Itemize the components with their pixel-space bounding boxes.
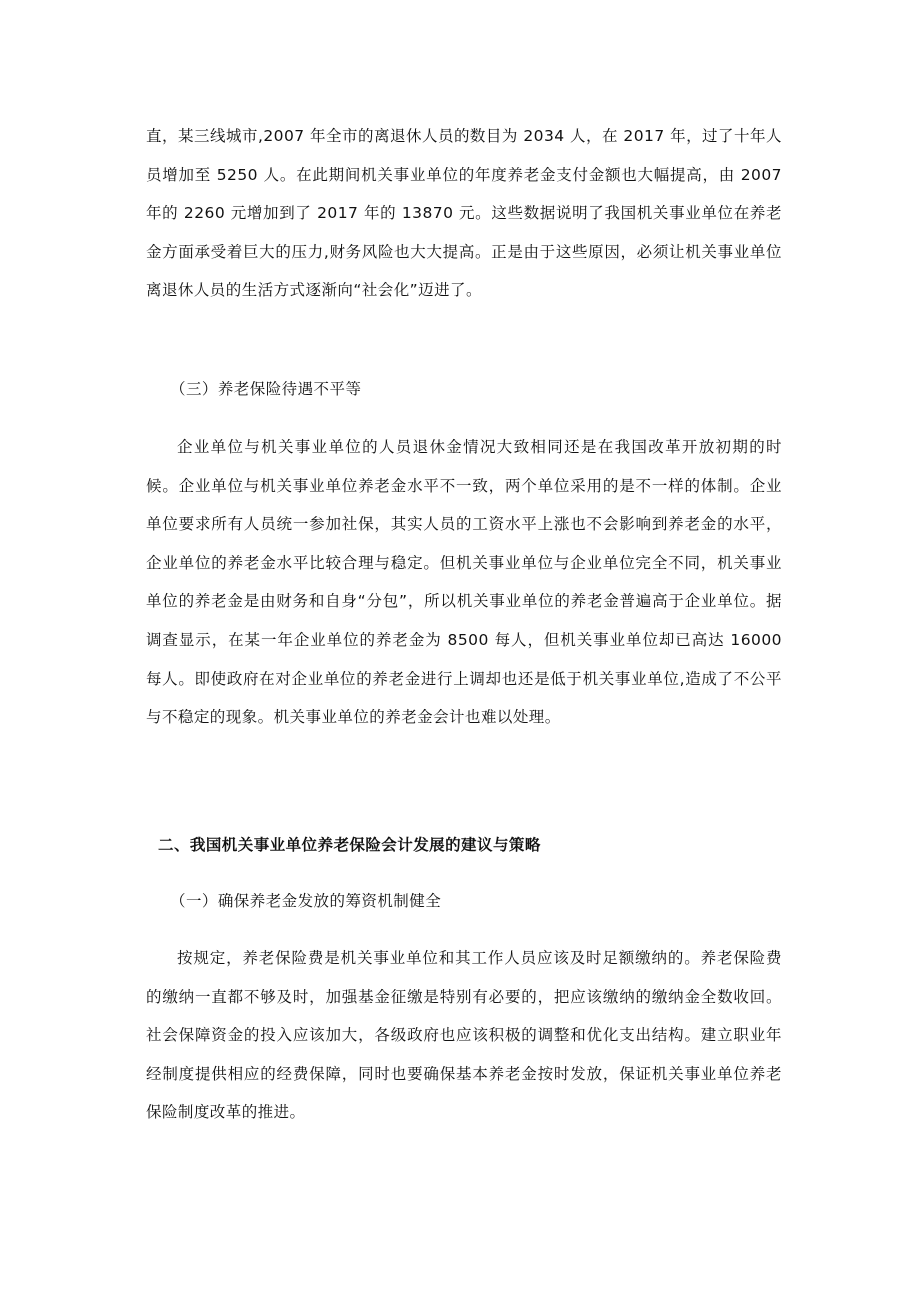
paragraph-pension-comparison: 企业单位与机关事业单位的人员退休金情况大致相同还是在我国改革开放初期的时候。企业单位与机关事业单位养老金水平不一致，两个单位采用的是不一样的体制。企业单位要求所有人员统一参加社保，其实人员的工资水平上涨也不会影响到养老金的水平，企业单位的养老金水平比较合理与稳定。但机关事业单位与企业单位完全不同，机关事业单位的养老金是由财务和自身“分包”，所以机关事业单位的养老金普遍高于企业单位。据调查显示，在某一年企业单位的养老金为 8500 每人，但机关事业单位却已高达 16000 每人。即使政府在对企业单位的养老金进行上调却也还是低于机关事业单位,造成了不公平与不稳定的现象。机关事业单位的养老金会计也难以处理。 xyxy=(146,438,782,727)
paragraph-retiree-statistics: 直，某三线城市,2007 年全市的离退休人员的数目为 2034 人，在 2017 年，过了十年人员增加至 5250 人。在此期间机关事业单位的年度养老金支付金额也大幅提高，由 2007 年的 2260 元增加到了 2017 年的 13870 元。这些数据说明了我国机关事业单位在养老金方面承受着巨大的压力,财务风险也大大提高。正是由于这些原因，必须让机关事业单位离退休人员的生活方式逐渐向“社会化”迈进了。 xyxy=(146,127,782,300)
subheading-funding-mechanism: （一）确保养老金发放的筹资机制健全 xyxy=(170,892,442,910)
paragraph-funding-measures: 按规定，养老保险费是机关事业单位和其工作人员应该及时足额缴纳的。养老保险费的缴纳一直都不够及时，加强基金征缴是特别有必要的，把应该缴纳的缴纳金全数收回。社会保障资金的投入应该加大，各级政府也应该积极的调整和优化支出结构。建立职业年经制度提供相应的经费保障，同时也要确保基本养老金按时发放，保证机关事业单位养老保险制度改革的推进。 xyxy=(146,949,782,1122)
subheading-pension-inequality: （三）养老保险待遇不平等 xyxy=(170,380,362,398)
section-heading-suggestions: 二、我国机关事业单位养老保险会计发展的建议与策略 xyxy=(158,836,541,854)
